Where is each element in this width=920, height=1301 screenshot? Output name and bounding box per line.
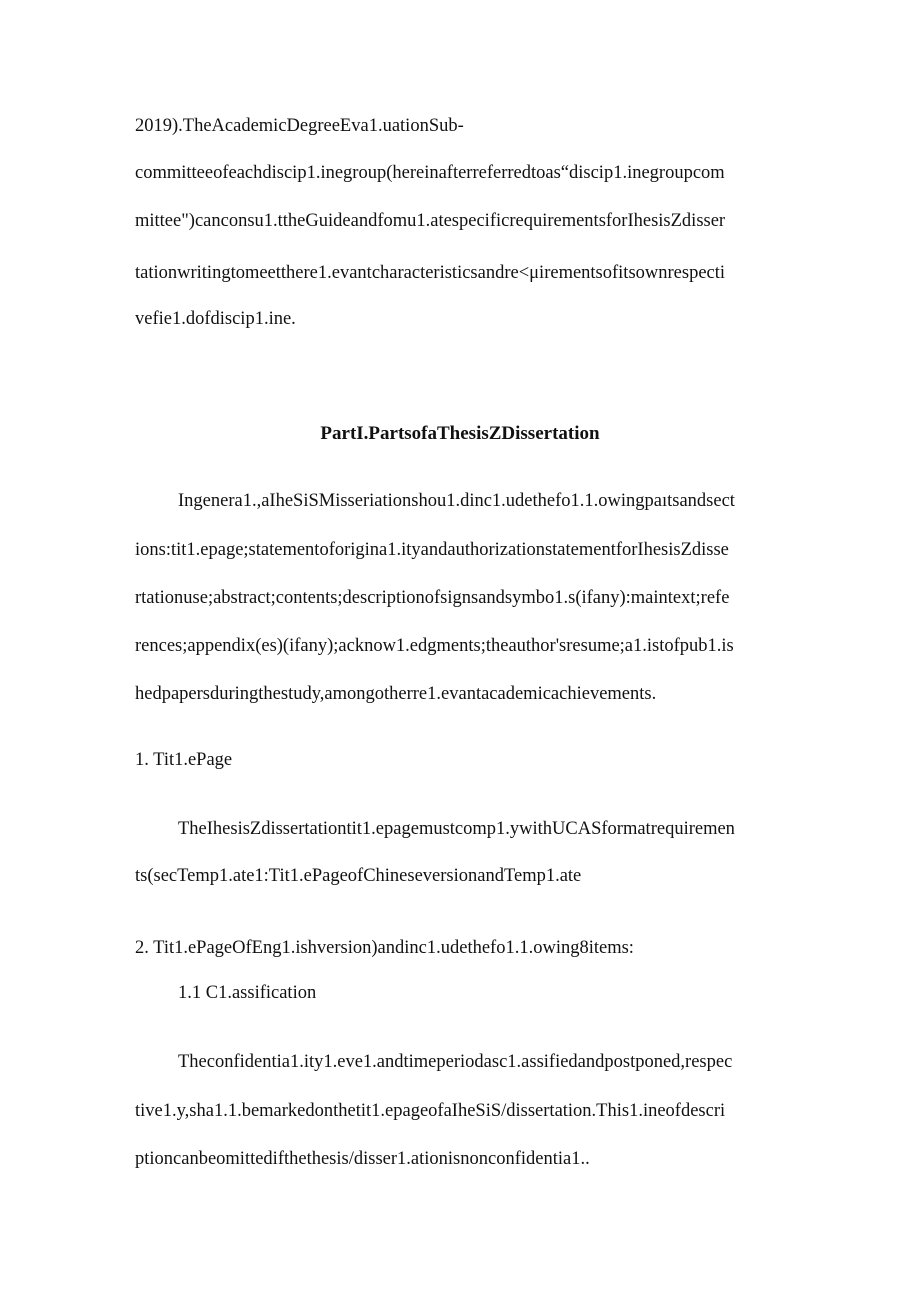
section-1-line-1: TheIhesisZdissertationtit1.epagemustcomp1.ywithUCASformatrequiremen <box>178 819 735 839</box>
section-2-subheading: 1.1 C1.assification <box>178 983 317 1003</box>
intro-line-2: committeeofeachdiscip1.inegroup(hereinafterreferredtoas“discip1.inegroupcom <box>135 163 725 183</box>
part-paragraph-line-2: ions:tit1.epage;statementoforigina1.ityandauthorizationstatementforIhesisZdisse <box>135 540 729 560</box>
section-2-heading: 2. Tit1.ePageOfEng1.ishversion)andinc1.udethefo1.1.owing8items: <box>135 938 634 958</box>
part-paragraph-line-3: rtationuse;abstract;contents;descriptionofsignsandsymbo1.s(ifany):maintext;refe <box>135 588 730 608</box>
section-2-line-2: tive1.y,sha1.1.bemarkedonthetit1.epageofaIheSiS/dissertation.This1.ineofdescri <box>135 1101 726 1121</box>
part-paragraph-line-5: hedpapersduringthestudy,amongotherre1.evantacademicachievements. <box>135 684 657 704</box>
section-1-line-2: ts(secTemp1.ate1:Tit1.ePageofChineseversionandTemp1.ate <box>135 866 582 886</box>
part-paragraph-line-1: Ingenera1.,aIheSiSMisseriationshou1.dinc1.udethefo1.1.owingpaıtsandsect <box>178 491 735 511</box>
section-2-line-1: Theconfidentia1.ity1.eve1.andtimeperiodasc1.assifiedandpostponed,respec <box>178 1052 733 1072</box>
intro-line-3: mittee")canconsu1.ttheGuideandfomu1.atespecificrequirementsforIhesisZdisser <box>135 211 726 231</box>
part-heading: PartI.PartsofaThesisZDissertation <box>320 423 600 444</box>
intro-line-5: vefie1.dofdiscip1.ine. <box>135 309 296 329</box>
section-1-heading: 1. Tit1.ePage <box>135 750 233 770</box>
part-paragraph-line-4: rences;appendix(es)(ifany);acknow1.edgments;theauthor'sresume;a1.istofpub1.is <box>135 636 734 656</box>
intro-line-1: 2019).TheAcademicDegreeEva1.uationSub- <box>135 116 464 136</box>
intro-line-4: tationwritingtomeetthere1.evantcharacteristicsandre<μirementsofitsownrespecti <box>135 263 726 283</box>
section-2-line-3: ptioncanbeomittedifthethesis/disser1.ationisnonconfidentia1.. <box>135 1149 590 1169</box>
